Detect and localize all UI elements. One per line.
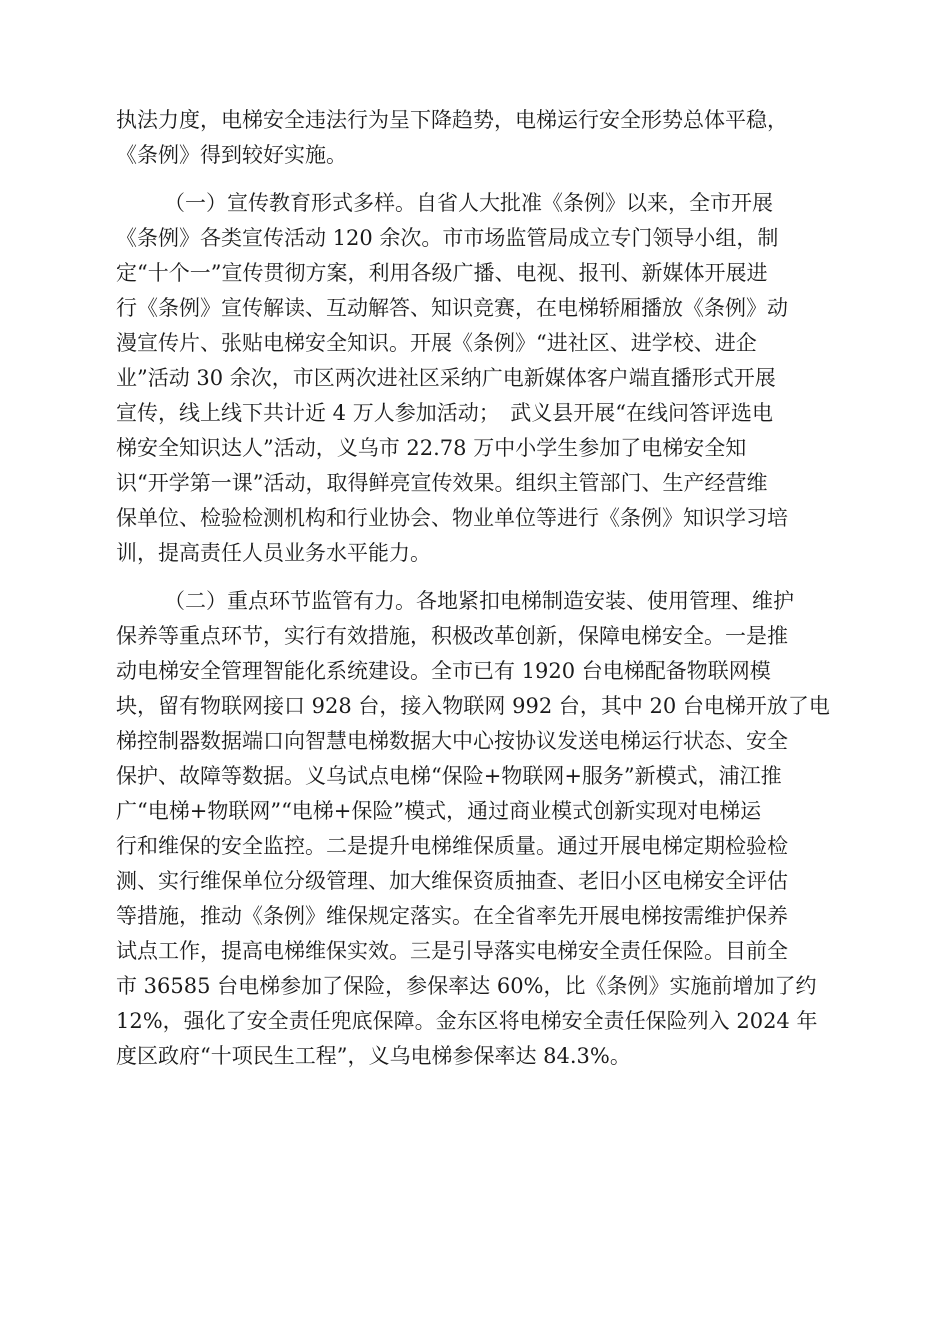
text-line: 保护、故障等数据。义乌试点电梯“保险+物联网+服务”新模式，浦江推 [116,764,782,788]
text-line: 执法力度，电梯安全违法行为呈下降趋势，电梯运行安全形势总体平稳， [116,108,788,132]
text-line: 度区政府“十项民生工程”，义乌电梯参保率达 84.3%。 [116,1044,631,1068]
text-line: 12%，强化了安全责任兜底保障。金东区将电梯安全责任保险列入 2024 年 [116,1009,818,1033]
text-line: 宣传，线上线下共计近 4 万人参加活动； 武义县开展“在线问答评选电 [116,401,773,425]
text-line: 动电梯安全管理智能化系统建设。全市已有 1920 台电梯配备物联网模 [116,659,771,683]
text-line: 《条例》得到较好实施。 [116,143,347,167]
text-line: 保养等重点环节，实行有效措施，积极改革创新，保障电梯安全。一是推 [116,624,788,648]
text-line: 训，提高责任人员业务水平能力。 [116,541,431,565]
text-line: 块，留有物联网接口 928 台，接入物联网 992 台，其中 20 台电梯开放了电 [116,694,830,718]
text-line: 等措施，推动《条例》维保规定落实。在全省率先开展电梯按需维护保养 [116,904,788,928]
paragraph-key-supervision [116,584,836,1074]
text-line: 保单位、检验检测机构和行业协会、物业单位等进行《条例》知识学习培 [116,506,788,530]
text-line: （二）重点环节监管有力。各地紧扣电梯制造安装、使用管理、维护 [164,589,794,613]
text-line: 识“开学第一课”活动，取得鲜亮宣传效果。组织主管部门、生产经营维 [116,471,768,495]
paragraph-intro [116,103,836,173]
text-line: 测、实行维保单位分级管理、加大维保资质抽查、老旧小区电梯安全评估 [116,869,788,893]
text-line: 梯安全知识达人”活动，义乌市 22.78 万中小学生参加了电梯安全知 [116,436,747,460]
paragraph-publicity-education [116,186,836,571]
text-line: 定“十个一”宣传贯彻方案，利用各级广播、电视、报刊、新媒体开展进 [116,261,768,285]
text-line: 广“电梯+物联网”“电梯+保险”模式，通过商业模式创新实现对电梯运 [116,799,762,823]
text-line: 行和维保的安全监控。二是提升电梯维保质量。通过开展电梯定期检验检 [116,834,788,858]
text-line: 业”活动 30 余次，市区两次进社区采纳广电新媒体客户端直播形式开展 [116,366,776,390]
text-line: 漫宣传片、张贴电梯安全知识。开展《条例》“进社区、进学校、进企 [116,331,757,355]
text-line: 试点工作，提高电梯维保实效。三是引导落实电梯安全责任保险。目前全 [116,939,788,963]
text-line: 《条例》各类宣传活动 120 余次。市市场监管局成立专门领导小组，制 [116,226,779,250]
text-line: 市 36585 台电梯参加了保险，参保率达 60%，比《条例》实施前增加了约 [116,974,817,998]
text-line: （一）宣传教育形式多样。自省人大批准《条例》以来，全市开展 [164,191,773,215]
document-page [116,103,836,1087]
text-line: 行《条例》宣传解读、互动解答、知识竞赛，在电梯轿厢播放《条例》动 [116,296,788,320]
text-line: 梯控制器数据端口向智慧电梯数据大中心按协议发送电梯运行状态、安全 [116,729,788,753]
